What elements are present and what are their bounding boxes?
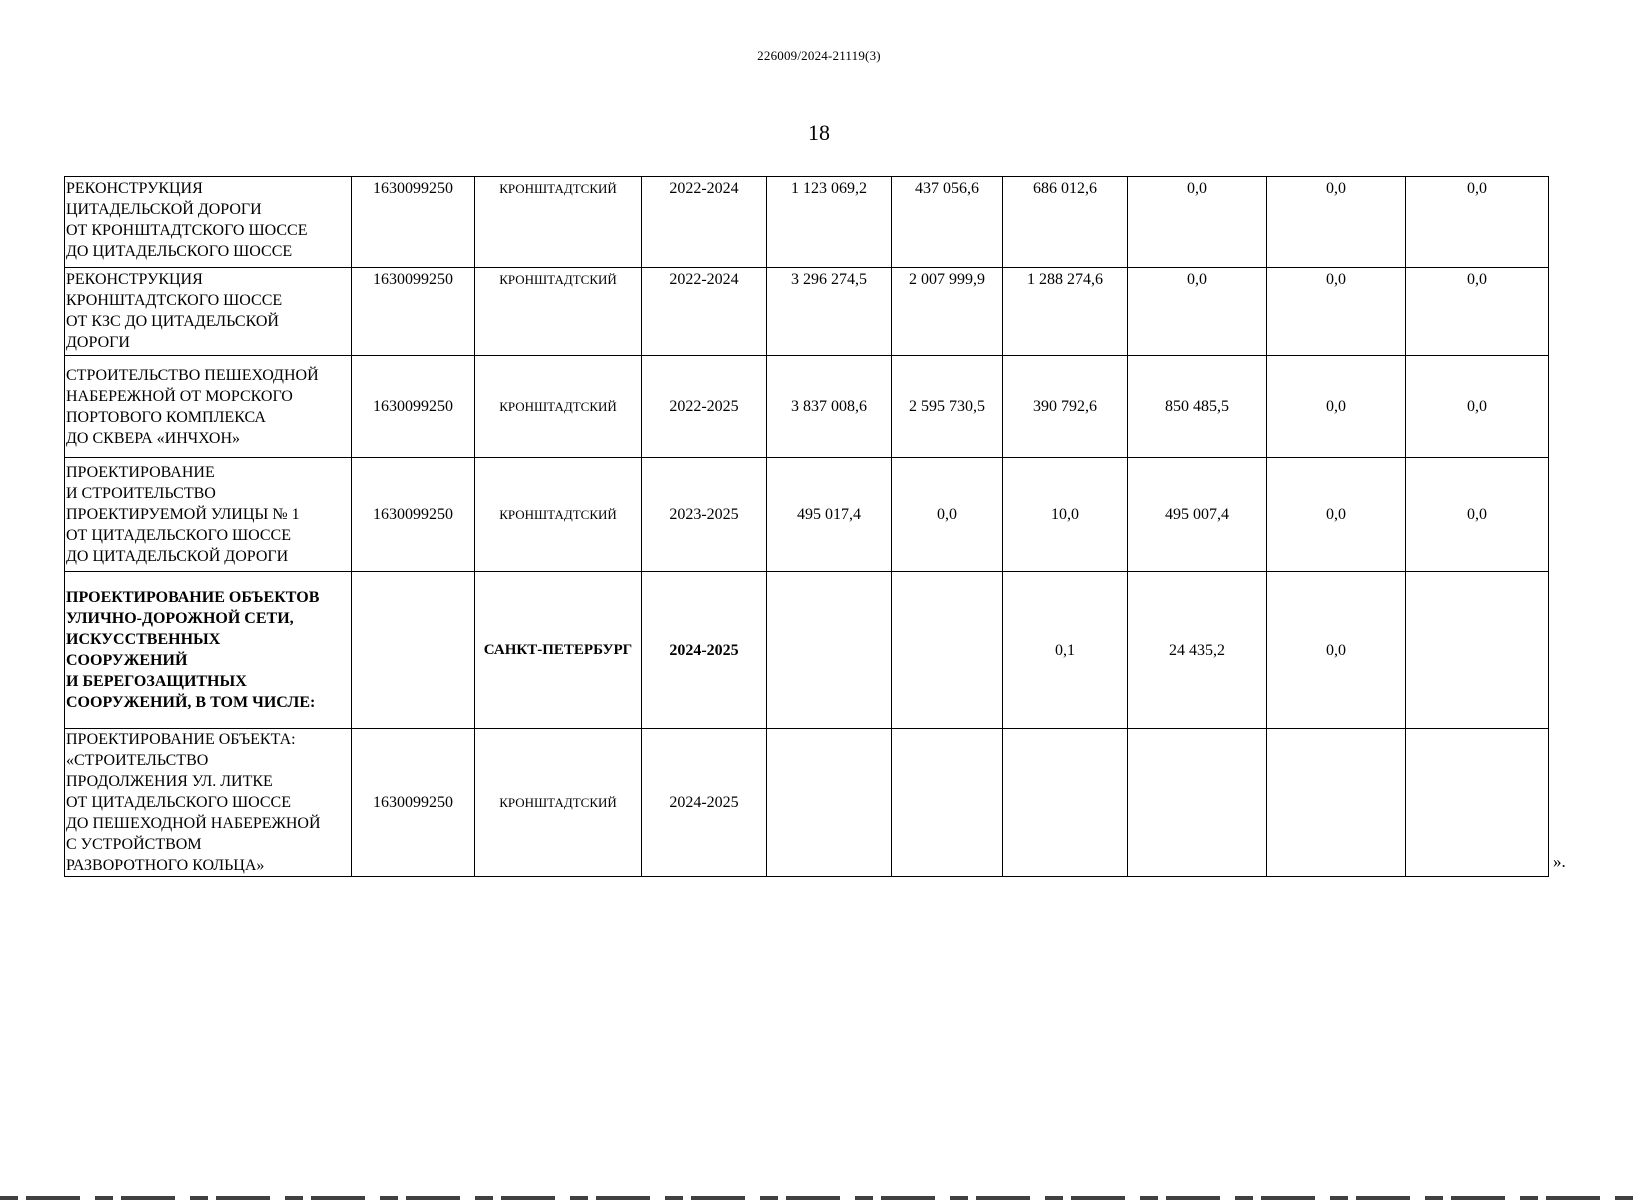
value-cell: 0,0 xyxy=(892,458,1003,572)
value-cell xyxy=(892,729,1003,877)
table-row xyxy=(65,356,1549,458)
value-cell: 0,0 xyxy=(1267,177,1406,268)
district-cell: САНКТ-ПЕТЕРБУРГ xyxy=(475,572,642,729)
object-name-cell: РЕКОНСТРУКЦИЯ КРОНШТАДТСКОГО ШОССЕ ОТ КЗС ДО ЦИТАДЕЛЬСКОЙ ДОРОГИ xyxy=(65,268,352,356)
table-row xyxy=(65,177,1549,268)
value-cell: 850 485,5 xyxy=(1128,356,1267,458)
program-objects-table xyxy=(64,176,1549,877)
value-cell: 0,0 xyxy=(1406,356,1549,458)
total-cost-cell xyxy=(767,729,892,877)
object-name-cell: ПРОЕКТИРОВАНИЕ И СТРОИТЕЛЬСТВО ПРОЕКТИРУЕМОЙ УЛИЦЫ № 1 ОТ ЦИТАДЕЛЬСКОГО ШОССЕ ДО ЦИТАДЕЛЬСКОЙ ДОРОГИ xyxy=(65,458,352,572)
value-cell: 0,1 xyxy=(1003,572,1128,729)
target-code-cell: 1630099250 xyxy=(352,177,475,268)
value-cell: 0,0 xyxy=(1267,572,1406,729)
target-code-cell: 1630099250 xyxy=(352,356,475,458)
period-cell: 2022-2024 xyxy=(642,177,767,268)
value-cell: 0,0 xyxy=(1267,356,1406,458)
value-cell xyxy=(1406,729,1549,877)
scan-edge-artifact xyxy=(0,1196,1638,1200)
value-cell xyxy=(1003,729,1128,877)
object-name-cell: РЕКОНСТРУКЦИЯ ЦИТАДЕЛЬСКОЙ ДОРОГИ ОТ КРОНШТАДТСКОГО ШОССЕ ДО ЦИТАДЕЛЬСКОГО ШОССЕ xyxy=(65,177,352,268)
period-cell: 2022-2024 xyxy=(642,268,767,356)
total-cost-cell: 3 296 274,5 xyxy=(767,268,892,356)
total-cost-cell: 3 837 008,6 xyxy=(767,356,892,458)
value-cell: 24 435,2 xyxy=(1128,572,1267,729)
value-cell: 437 056,6 xyxy=(892,177,1003,268)
district-cell: КРОНШТАДТСКИЙ xyxy=(475,356,642,458)
target-code-cell: 1630099250 xyxy=(352,458,475,572)
document-registration-number: 226009/2024-21119(3) xyxy=(757,48,881,63)
object-group-name-cell: ПРОЕКТИРОВАНИЕ ОБЪЕКТОВ УЛИЧНО-ДОРОЖНОЙ СЕТИ, ИСКУССТВЕННЫХ СООРУЖЕНИЙ И БЕРЕГОЗАЩИТНЫХ СООРУЖЕНИЙ, В ТОМ ЧИСЛЕ: xyxy=(65,572,352,729)
table-row xyxy=(65,572,1549,729)
value-cell: 0,0 xyxy=(1128,268,1267,356)
value-cell xyxy=(1267,729,1406,877)
value-cell: 0,0 xyxy=(1267,268,1406,356)
district-cell: КРОНШТАДТСКИЙ xyxy=(475,268,642,356)
district-cell: КРОНШТАДТСКИЙ xyxy=(475,177,642,268)
value-cell xyxy=(1128,729,1267,877)
target-code-cell: 1630099250 xyxy=(352,729,475,877)
period-cell: 2022-2025 xyxy=(642,356,767,458)
page-number: 18 xyxy=(808,120,830,145)
target-code-cell: 1630099250 xyxy=(352,268,475,356)
value-cell: 390 792,6 xyxy=(1003,356,1128,458)
value-cell xyxy=(1406,572,1549,729)
value-cell: 1 288 274,6 xyxy=(1003,268,1128,356)
object-name-cell: ПРОЕКТИРОВАНИЕ ОБЪЕКТА: «СТРОИТЕЛЬСТВО ПРОДОЛЖЕНИЯ УЛ. ЛИТКЕ ОТ ЦИТАДЕЛЬСКОГО ШОССЕ ДО ПЕШЕХОДНОЙ НАБЕРЕЖНОЙ С УСТРОЙСТВОМ РАЗВОРОТНОГО КОЛЬЦА» xyxy=(65,729,352,877)
total-cost-cell: 495 017,4 xyxy=(767,458,892,572)
value-cell: 0,0 xyxy=(1406,458,1549,572)
closing-quote-mark: ». xyxy=(1553,852,1566,871)
value-cell: 686 012,6 xyxy=(1003,177,1128,268)
target-code-cell xyxy=(352,572,475,729)
value-cell: 2 595 730,5 xyxy=(892,356,1003,458)
total-cost-cell xyxy=(767,572,892,729)
table-row xyxy=(65,729,1549,877)
district-cell: КРОНШТАДТСКИЙ xyxy=(475,458,642,572)
table-row xyxy=(65,268,1549,356)
period-cell: 2023-2025 xyxy=(642,458,767,572)
object-name-cell: СТРОИТЕЛЬСТВО ПЕШЕХОДНОЙ НАБЕРЕЖНОЙ ОТ МОРСКОГО ПОРТОВОГО КОМПЛЕКСА ДО СКВЕРА «ИНЧХОН» xyxy=(65,356,352,458)
period-cell: 2024-2025 xyxy=(642,729,767,877)
value-cell: 495 007,4 xyxy=(1128,458,1267,572)
value-cell: 10,0 xyxy=(1003,458,1128,572)
value-cell: 0,0 xyxy=(1406,177,1549,268)
total-cost-cell: 1 123 069,2 xyxy=(767,177,892,268)
value-cell xyxy=(892,572,1003,729)
value-cell: 0,0 xyxy=(1128,177,1267,268)
value-cell: 2 007 999,9 xyxy=(892,268,1003,356)
period-cell: 2024-2025 xyxy=(642,572,767,729)
table-row xyxy=(65,458,1549,572)
value-cell: 0,0 xyxy=(1406,268,1549,356)
district-cell: КРОНШТАДТСКИЙ xyxy=(475,729,642,877)
value-cell: 0,0 xyxy=(1267,458,1406,572)
